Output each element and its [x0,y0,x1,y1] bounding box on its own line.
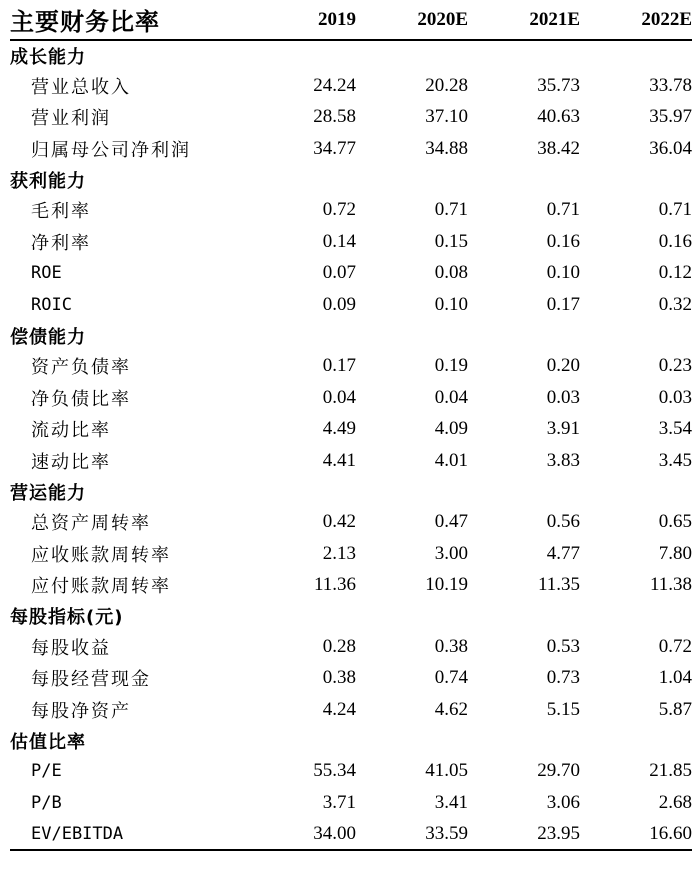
value-cell: 0.28 [322,635,356,657]
value-cell: 0.38 [434,635,468,657]
value-cell: 0.72 [322,199,356,221]
value-cell: 11.35 [537,574,580,596]
value-cell: 3.06 [546,791,580,813]
value-cell: 21.85 [649,760,692,782]
value-cell: 0.20 [546,355,580,377]
value-cell: 0.03 [546,386,580,408]
value-cell: 4.09 [434,418,468,440]
value-cell: 4.49 [322,418,356,440]
column-header-2022e: 2022E [580,0,692,40]
value-cell: 11.38 [649,574,692,596]
value-cell: 0.23 [658,355,692,377]
value-cell: 3.00 [434,542,468,564]
value-cell: 0.71 [658,199,692,221]
value-cell: 0.17 [546,293,580,315]
value-cell: 0.03 [658,386,692,408]
table-row [10,663,692,695]
table-row [10,631,692,663]
value-cell: 3.91 [546,418,580,440]
value-cell: 4.24 [322,698,356,720]
value-cell: 16.60 [580,819,692,851]
row-label: 流动比率 [31,420,111,442]
table-row [10,351,692,383]
section-title: 营运能力 [10,482,86,504]
row-label: 净利率 [31,232,91,254]
value-cell: 0.10 [434,293,468,315]
value-cell: 3.54 [658,418,692,440]
table-row [10,538,692,570]
value-cell: 0.71 [546,199,580,221]
value-cell: 34.00 [282,819,356,851]
value-cell: 0.74 [434,667,468,689]
value-cell: 37.10 [425,106,468,128]
section-title: 成长能力 [10,46,86,68]
table-row [10,133,692,165]
value-cell: 10.19 [425,574,468,596]
value-cell: 0.38 [322,667,356,689]
row-label: 营业利润 [31,108,111,130]
section-header-row [10,321,692,351]
section-header-row [10,165,692,195]
value-cell: 7.80 [658,542,692,564]
value-cell: 0.17 [322,355,356,377]
value-cell: 20.28 [425,74,468,96]
row-label: 速动比率 [31,451,111,473]
value-cell: 0.19 [434,355,468,377]
table-row [10,694,692,726]
value-cell: 3.71 [322,791,356,813]
value-cell: 28.58 [313,106,356,128]
table-row [10,289,692,321]
value-cell: 0.73 [546,667,580,689]
value-cell: 35.97 [649,106,692,128]
value-cell: 0.42 [322,511,356,533]
value-cell: 0.07 [322,262,356,284]
table-row [10,819,692,851]
value-cell: 0.10 [546,262,580,284]
value-cell: 11.36 [313,574,356,596]
table-row [10,102,692,134]
value-cell: 4.01 [434,449,468,471]
section-title: 估值比率 [10,731,86,753]
row-label: EV/EBITDA [10,819,282,851]
value-cell: 0.09 [322,293,356,315]
section-header-row [10,601,692,631]
table-row [10,382,692,414]
row-label: 每股收益 [31,637,111,659]
row-label: 毛利率 [31,201,91,223]
row-label: P/B [31,792,62,813]
section-header-row [10,40,692,70]
table-title: 主要财务比率 [10,0,282,40]
table-row [10,258,692,290]
row-label: 归属母公司净利润 [31,139,191,161]
value-cell: 35.73 [537,74,580,96]
value-cell: 41.05 [425,760,468,782]
value-cell: 3.41 [434,791,468,813]
value-cell: 2.68 [658,791,692,813]
value-cell: 2.13 [322,542,356,564]
value-cell: 34.88 [425,137,468,159]
section-header-row [10,477,692,507]
table-row [10,70,692,102]
table-header [10,0,692,40]
row-label: 资产负债率 [31,357,131,379]
value-cell: 4.77 [546,542,580,564]
value-cell: 0.72 [658,635,692,657]
value-cell: 33.59 [356,819,468,851]
value-cell: 0.53 [546,635,580,657]
value-cell: 0.14 [322,230,356,252]
value-cell: 5.87 [658,698,692,720]
value-cell: 4.41 [322,449,356,471]
table-row [10,195,692,227]
section-title: 获利能力 [10,170,86,192]
row-label: 净负债比率 [31,388,131,410]
row-label: 每股净资产 [31,700,131,722]
row-label: 应收账款周转率 [31,544,171,566]
value-cell: 0.04 [322,386,356,408]
table-body [10,40,692,850]
value-cell: 29.70 [537,760,580,782]
value-cell: 0.65 [658,511,692,533]
value-cell: 0.04 [434,386,468,408]
row-label: P/E [31,761,62,782]
value-cell: 23.95 [468,819,580,851]
section-title: 偿债能力 [10,326,86,348]
value-cell: 0.08 [434,262,468,284]
table-row [10,226,692,258]
value-cell: 1.04 [658,667,692,689]
value-cell: 0.71 [434,199,468,221]
value-cell: 55.34 [313,760,356,782]
table-row [10,756,692,788]
value-cell: 36.04 [649,137,692,159]
value-cell: 0.47 [434,511,468,533]
value-cell: 38.42 [537,137,580,159]
value-cell: 4.62 [434,698,468,720]
header-row [10,0,692,40]
financial-ratios-panel [10,0,692,851]
row-label: 每股经营现金 [31,669,151,691]
value-cell: 0.15 [434,230,468,252]
table-row [10,507,692,539]
table-row [10,414,692,446]
row-label: ROE [31,263,62,284]
row-label: 总资产周转率 [31,513,151,535]
value-cell: 34.77 [313,137,356,159]
table-row [10,787,692,819]
value-cell: 3.83 [546,449,580,471]
row-label: 应付账款周转率 [31,576,171,598]
column-header-2019: 2019 [282,0,356,40]
column-header-2020e: 2020E [356,0,468,40]
value-cell: 0.56 [546,511,580,533]
value-cell: 0.16 [546,230,580,252]
section-header-row [10,726,692,756]
table-row [10,445,692,477]
value-cell: 0.16 [658,230,692,252]
value-cell: 0.32 [658,293,692,315]
value-cell: 3.45 [658,449,692,471]
value-cell: 40.63 [537,106,580,128]
column-header-2021e: 2021E [468,0,580,40]
section-title: 每股指标(元) [10,607,124,628]
table-row [10,570,692,602]
financial-ratios-table [10,0,692,851]
value-cell: 0.12 [658,262,692,284]
row-label: ROIC [31,294,72,315]
value-cell: 33.78 [649,74,692,96]
row-label: 营业总收入 [31,76,131,98]
value-cell: 24.24 [313,74,356,96]
value-cell: 5.15 [546,698,580,720]
